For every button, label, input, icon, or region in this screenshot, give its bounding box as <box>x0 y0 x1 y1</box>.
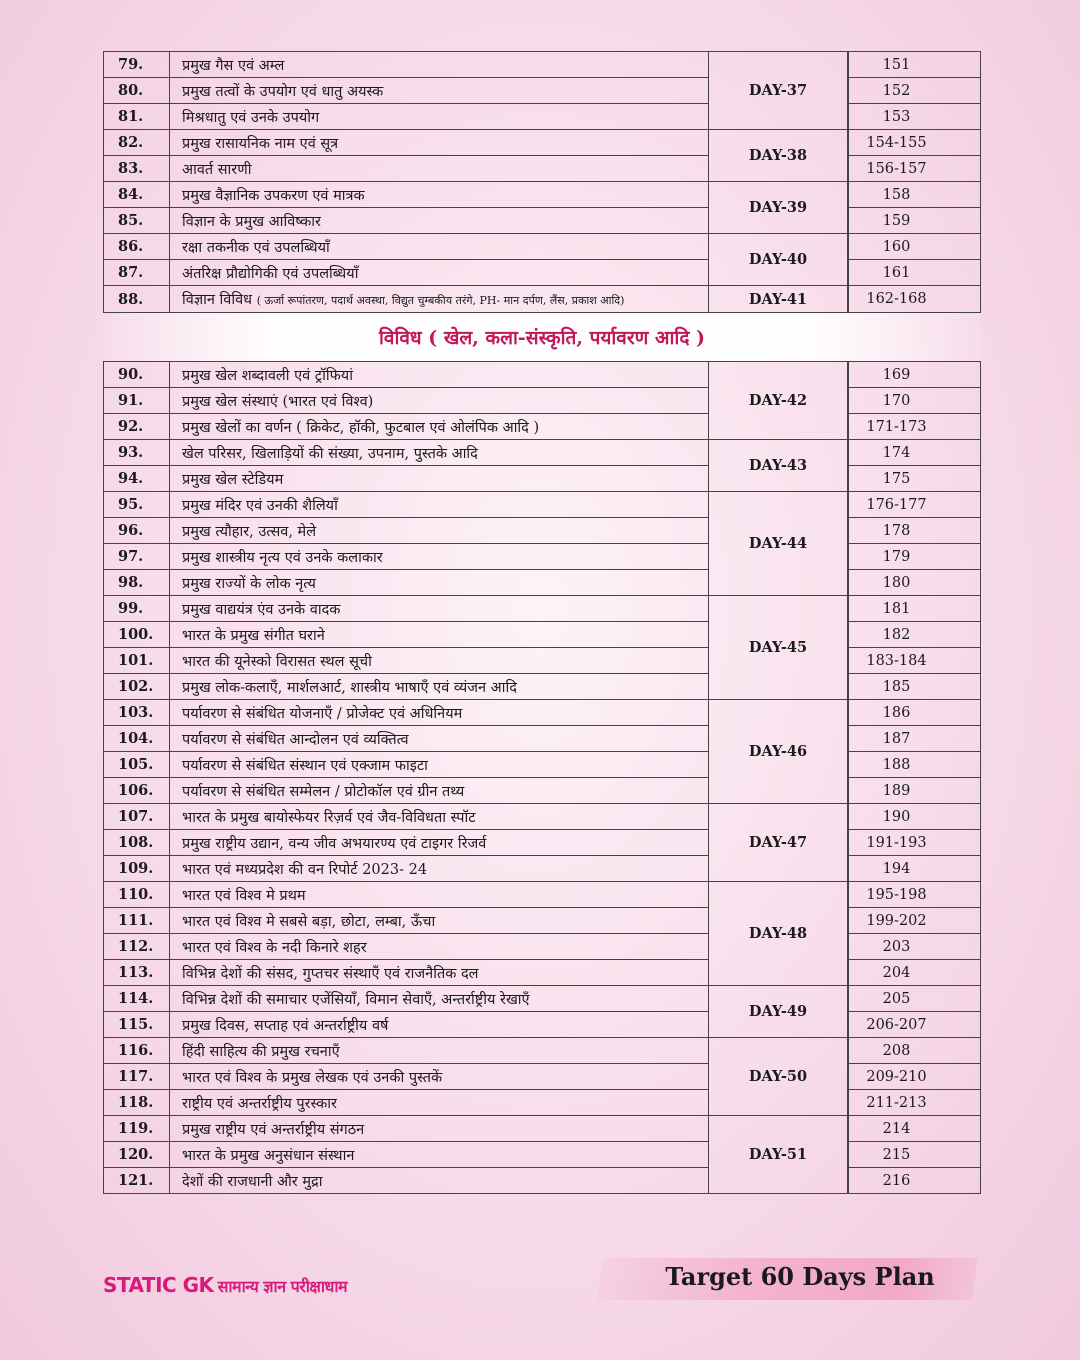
table-row <box>104 882 981 908</box>
page-number: 176-177 <box>849 492 981 518</box>
chapter-title-text: भारत एवं विश्व के प्रमुख लेखक एवं उनकी पुस्तकें <box>182 1069 443 1086</box>
page-number: 170 <box>849 388 981 414</box>
chapter-number: 92. <box>104 414 170 440</box>
day-label: DAY-45 <box>709 596 848 700</box>
page-number: 216 <box>849 1168 981 1194</box>
chapter-title <box>170 648 709 674</box>
chapter-title-text: मिश्रधातु एवं उनके उपयोग <box>182 109 320 126</box>
chapter-title-text: प्रमुख वैज्ञानिक उपकरण एवं मात्रक <box>182 187 365 204</box>
chapter-title <box>170 286 709 313</box>
table-row <box>104 286 981 313</box>
brand-name: STATIC GK <box>103 1273 214 1297</box>
chapter-title <box>170 882 709 908</box>
section-header-row <box>104 313 981 362</box>
chapter-title-text: प्रमुख वाद्ययंत्र एंव उनके वादक <box>182 601 341 618</box>
table-row <box>104 544 981 570</box>
table-row <box>104 960 981 986</box>
page-number: 180 <box>849 570 981 596</box>
chapter-number: 105. <box>104 752 170 778</box>
table-row <box>104 622 981 648</box>
chapter-title-text: पर्यावरण से संबंधित आन्दोलन एवं व्यक्तित्व <box>182 731 409 748</box>
table-row <box>104 674 981 700</box>
chapter-title <box>170 1012 709 1038</box>
chapter-number: 103. <box>104 700 170 726</box>
chapter-title-text: पर्यावरण से संबंधित सम्मेलन / प्रोटोकॉल एवं ग्रीन तथ्य <box>182 783 465 800</box>
day-label: DAY-46 <box>709 700 848 804</box>
chapter-title-text: प्रमुख खेल शब्दावली एवं ट्रॉफियां <box>182 367 353 384</box>
chapter-title <box>170 960 709 986</box>
table-row <box>104 1038 981 1064</box>
chapter-title-text: प्रमुख खेलों का वर्णन ( क्रिकेट, हॉकी, फुटबाल एवं ओलंपिक आदि ) <box>182 419 540 436</box>
chapter-number: 84. <box>104 182 170 208</box>
chapter-number: 111. <box>104 908 170 934</box>
chapter-number: 86. <box>104 234 170 260</box>
chapter-title <box>170 596 709 622</box>
chapter-title-text: प्रमुख त्यौहार, उत्सव, मेले <box>182 523 317 540</box>
day-label: DAY-37 <box>709 52 848 130</box>
chapter-title <box>170 1064 709 1090</box>
chapter-title <box>170 1142 709 1168</box>
chapter-title-text: प्रमुख शास्त्रीय नृत्य एवं उनके कलाकार <box>182 549 383 566</box>
chapter-number: 112. <box>104 934 170 960</box>
table-row <box>104 1142 981 1168</box>
chapter-title-text: रक्षा तकनीक एवं उपलब्धियाँ <box>182 239 330 256</box>
day-label: DAY-49 <box>709 986 848 1038</box>
page-number: 178 <box>849 518 981 544</box>
chapter-title <box>170 934 709 960</box>
chapter-title <box>170 130 709 156</box>
table-row <box>104 362 981 388</box>
contents-table <box>103 51 981 1194</box>
page-number: 151 <box>849 52 981 78</box>
table-row <box>104 78 981 104</box>
chapter-title-text: प्रमुख खेल संस्थाएं (भारत एवं विश्व) <box>182 393 374 410</box>
table-row <box>104 1116 981 1142</box>
chapter-number: 88. <box>104 286 170 313</box>
chapter-title <box>170 856 709 882</box>
chapter-title <box>170 518 709 544</box>
chapter-title <box>170 830 709 856</box>
chapter-number: 82. <box>104 130 170 156</box>
table-row <box>104 570 981 596</box>
chapter-number: 113. <box>104 960 170 986</box>
chapter-title <box>170 622 709 648</box>
chapter-title-text: विज्ञान के प्रमुख आविष्कार <box>182 213 321 230</box>
table-row <box>104 156 981 182</box>
page-number: 188 <box>849 752 981 778</box>
day-label: DAY-50 <box>709 1038 848 1116</box>
chapter-number: 107. <box>104 804 170 830</box>
page-number: 185 <box>849 674 981 700</box>
day-label: DAY-42 <box>709 362 848 440</box>
chapter-title-text: अंतरिक्ष प्रौद्योगिकी एवं उपलब्धियाँ <box>182 265 359 282</box>
chapter-number: 83. <box>104 156 170 182</box>
day-label: DAY-44 <box>709 492 848 596</box>
chapter-title <box>170 260 709 286</box>
page-number: 208 <box>849 1038 981 1064</box>
chapter-title <box>170 208 709 234</box>
chapter-title <box>170 570 709 596</box>
chapter-title <box>170 440 709 466</box>
table-row <box>104 466 981 492</box>
chapter-title <box>170 908 709 934</box>
chapter-number: 116. <box>104 1038 170 1064</box>
page-number: 174 <box>849 440 981 466</box>
chapter-number: 101. <box>104 648 170 674</box>
day-label: DAY-43 <box>709 440 848 492</box>
table-row <box>104 208 981 234</box>
chapter-title <box>170 362 709 388</box>
table-row <box>104 492 981 518</box>
chapter-title-text: भारत एवं विश्व मे सबसे बड़ा, छोटा, लम्बा, ऊँचा <box>182 913 436 930</box>
table-row <box>104 1090 981 1116</box>
table-row <box>104 934 981 960</box>
page-number: 162-168 <box>849 286 981 313</box>
page-number: 159 <box>849 208 981 234</box>
chapter-title-text: प्रमुख तत्वों के उपयोग एवं धातु अयस्क <box>182 83 384 100</box>
table-row <box>104 908 981 934</box>
page-number: 190 <box>849 804 981 830</box>
page-number: 182 <box>849 622 981 648</box>
chapter-title <box>170 1090 709 1116</box>
day-label: DAY-47 <box>709 804 848 882</box>
table-row <box>104 986 981 1012</box>
table-row <box>104 130 981 156</box>
page-number: 161 <box>849 260 981 286</box>
chapter-number: 85. <box>104 208 170 234</box>
table-row <box>104 234 981 260</box>
chapter-number: 110. <box>104 882 170 908</box>
chapter-title <box>170 1168 709 1194</box>
page-number: 204 <box>849 960 981 986</box>
chapter-title-text: राष्ट्रीय एवं अन्तर्राष्ट्रीय पुरस्कार <box>182 1095 337 1112</box>
page-number: 160 <box>849 234 981 260</box>
chapter-number: 104. <box>104 726 170 752</box>
chapter-title-text: प्रमुख गैस एवं अम्ल <box>182 57 285 74</box>
page-number: 214 <box>849 1116 981 1142</box>
table-row <box>104 830 981 856</box>
table-row <box>104 1012 981 1038</box>
chapter-title <box>170 234 709 260</box>
page-number: 158 <box>849 182 981 208</box>
chapter-title-text: विभिन्न देशों की संसद, गुप्तचर संस्थाएँ एवं राजनैतिक दल <box>182 965 479 982</box>
day-label: DAY-51 <box>709 1116 848 1194</box>
chapter-number: 80. <box>104 78 170 104</box>
chapter-number: 100. <box>104 622 170 648</box>
chapter-title <box>170 544 709 570</box>
chapter-title-text: विज्ञान विविध <box>182 292 253 308</box>
chapter-title-text: देशों की राजधानी और मुद्रा <box>182 1173 323 1190</box>
chapter-number: 90. <box>104 362 170 388</box>
chapter-number: 115. <box>104 1012 170 1038</box>
table-row <box>104 104 981 130</box>
plan-title: Target 60 Days Plan <box>665 1262 935 1291</box>
chapter-title <box>170 804 709 830</box>
table-row <box>104 388 981 414</box>
page-number: 171-173 <box>849 414 981 440</box>
chapter-title-text: भारत के प्रमुख अनुसंधान संस्थान <box>182 1147 355 1164</box>
table-row <box>104 182 981 208</box>
chapter-title <box>170 78 709 104</box>
chapter-number: 118. <box>104 1090 170 1116</box>
page-number: 211-213 <box>849 1090 981 1116</box>
chapter-title <box>170 674 709 700</box>
chapter-title-text: विभिन्न देशों की समाचार एजेंसियाँ, विमान सेवाएँ, अन्तर्राष्ट्रीय रेखाएँ <box>182 991 530 1008</box>
table-row <box>104 1064 981 1090</box>
chapter-number: 121. <box>104 1168 170 1194</box>
chapter-title-text: भारत की यूनेस्को विरासत स्थल सूची <box>182 653 372 670</box>
page-number: 189 <box>849 778 981 804</box>
chapter-title-text: प्रमुख राज्यों के लोक नृत्य <box>182 575 316 592</box>
chapter-title <box>170 104 709 130</box>
day-label: DAY-38 <box>709 130 848 182</box>
chapter-title <box>170 700 709 726</box>
chapter-title-text: भारत के प्रमुख बायोस्फेयर रिज़र्व एवं जैव-विविधता स्पॉट <box>182 809 476 826</box>
chapter-title <box>170 492 709 518</box>
table-row <box>104 440 981 466</box>
chapter-title-text: आवर्त सारणी <box>182 161 252 178</box>
chapter-number: 114. <box>104 986 170 1012</box>
table-row <box>104 52 981 78</box>
chapter-title <box>170 726 709 752</box>
page-number: 194 <box>849 856 981 882</box>
brand-subtitle: सामान्य ज्ञान परीक्षाधाम <box>217 1277 348 1296</box>
section-title: विविध ( खेल, कला-संस्कृति, पर्यावरण आदि ) <box>104 313 981 362</box>
chapter-number: 81. <box>104 104 170 130</box>
chapter-title-text: प्रमुख मंदिर एवं उनकी शैलियाँ <box>182 497 338 514</box>
table-row <box>104 700 981 726</box>
page-number: 191-193 <box>849 830 981 856</box>
page-number: 203 <box>849 934 981 960</box>
page-number: 187 <box>849 726 981 752</box>
table-row <box>104 648 981 674</box>
day-label: DAY-48 <box>709 882 848 986</box>
chapter-title-text: पर्यावरण से संबंधित योजनाएँ / प्रोजेक्ट एवं अधिनियम <box>182 705 463 722</box>
table-row <box>104 518 981 544</box>
table-row <box>104 260 981 286</box>
page-number: 152 <box>849 78 981 104</box>
chapter-number: 87. <box>104 260 170 286</box>
chapter-title <box>170 752 709 778</box>
table-row <box>104 752 981 778</box>
chapter-number: 91. <box>104 388 170 414</box>
chapter-number: 106. <box>104 778 170 804</box>
table-row <box>104 804 981 830</box>
table-row <box>104 856 981 882</box>
table-row <box>104 726 981 752</box>
page-number: 205 <box>849 986 981 1012</box>
chapter-number: 93. <box>104 440 170 466</box>
chapter-title-text: प्रमुख लोक-कलाएँ, मार्शलआर्ट, शास्त्रीय भाषाएँ एवं व्यंजन आदि <box>182 679 517 696</box>
chapter-number: 94. <box>104 466 170 492</box>
chapter-title-text: प्रमुख राष्ट्रीय उद्यान, वन्य जीव अभयारण्य एवं टाइगर रिजर्व <box>182 835 487 852</box>
page-number: 195-198 <box>849 882 981 908</box>
day-label: DAY-41 <box>709 286 848 313</box>
chapter-title-text: भारत एवं विश्व के नदी किनारे शहर <box>182 939 367 956</box>
chapter-title <box>170 182 709 208</box>
plan-banner <box>597 1258 978 1300</box>
chapter-title <box>170 388 709 414</box>
chapter-title <box>170 1038 709 1064</box>
page-number: 175 <box>849 466 981 492</box>
chapter-number: 120. <box>104 1142 170 1168</box>
chapter-title-text: हिंदी साहित्य की प्रमुख रचनाएँ <box>182 1043 340 1060</box>
day-label: DAY-39 <box>709 182 848 234</box>
page-number: 169 <box>849 362 981 388</box>
page-number: 153 <box>849 104 981 130</box>
page-number: 179 <box>849 544 981 570</box>
page-number: 215 <box>849 1142 981 1168</box>
chapter-number: 99. <box>104 596 170 622</box>
table-row <box>104 596 981 622</box>
chapter-title-text: प्रमुख खेल स्टेडियम <box>182 471 284 488</box>
page-number: 199-202 <box>849 908 981 934</box>
page-number: 186 <box>849 700 981 726</box>
chapter-title-note: ( ऊर्जा रूपांतरण, पदार्थ अवस्था, विद्युत चुम्बकीय तरंगे, PH- मान दर्पण, लैंस, प्रकाश आदि) <box>256 294 625 307</box>
footer-brand <box>103 1273 347 1297</box>
chapter-number: 109. <box>104 856 170 882</box>
table-row <box>104 1168 981 1194</box>
chapter-title-text: प्रमुख दिवस, सप्ताह एवं अन्तर्राष्ट्रीय वर्ष <box>182 1017 389 1034</box>
table-row <box>104 778 981 804</box>
day-label: DAY-40 <box>709 234 848 286</box>
chapter-number: 102. <box>104 674 170 700</box>
page-number: 209-210 <box>849 1064 981 1090</box>
chapter-number: 117. <box>104 1064 170 1090</box>
chapter-number: 119. <box>104 1116 170 1142</box>
chapter-title <box>170 778 709 804</box>
page-number: 156-157 <box>849 156 981 182</box>
chapter-title <box>170 156 709 182</box>
chapter-title <box>170 414 709 440</box>
page-number: 154-155 <box>849 130 981 156</box>
chapter-number: 98. <box>104 570 170 596</box>
chapter-title <box>170 986 709 1012</box>
chapter-title <box>170 52 709 78</box>
chapter-number: 79. <box>104 52 170 78</box>
chapter-title-text: भारत के प्रमुख संगीत घराने <box>182 627 325 644</box>
chapter-title-text: भारत एवं विश्व मे प्रथम <box>182 887 306 904</box>
page-number: 183-184 <box>849 648 981 674</box>
chapter-number: 108. <box>104 830 170 856</box>
chapter-number: 97. <box>104 544 170 570</box>
chapter-number: 96. <box>104 518 170 544</box>
chapter-title-text: खेल परिसर, खिलाड़ियों की संख्या, उपनाम, पुस्तके आदि <box>182 445 478 462</box>
page-number: 206-207 <box>849 1012 981 1038</box>
page-number: 181 <box>849 596 981 622</box>
table-row <box>104 414 981 440</box>
chapter-number: 95. <box>104 492 170 518</box>
chapter-title <box>170 466 709 492</box>
chapter-title-text: भारत एवं मध्यप्रदेश की वन रिपोर्ट 2023- 24 <box>182 861 428 878</box>
chapter-title <box>170 1116 709 1142</box>
chapter-title-text: प्रमुख रासायनिक नाम एवं सूत्र <box>182 135 339 152</box>
chapter-title-text: प्रमुख राष्ट्रीय एवं अन्तर्राष्ट्रीय संगठन <box>182 1121 365 1138</box>
chapter-title-text: पर्यावरण से संबंधित संस्थान एवं एक्जाम फाइटा <box>182 757 428 774</box>
